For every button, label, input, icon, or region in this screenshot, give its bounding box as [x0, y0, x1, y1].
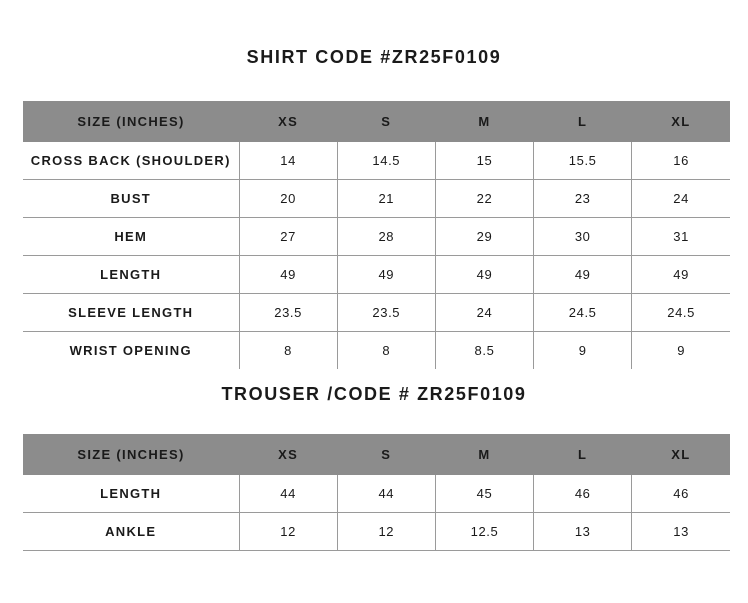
row-label: WRIST OPENING [69, 343, 192, 358]
table-cell: 49 [632, 256, 730, 294]
table-cell: 45 [435, 475, 533, 513]
row-label: CROSS BACK (SHOULDER) [23, 142, 239, 180]
table-cell: 49 [337, 256, 435, 294]
table-cell: 49 [435, 256, 533, 294]
column-header-xs: XS [239, 101, 337, 142]
table-cell: 12.5 [435, 513, 533, 551]
table-cell: 15.5 [534, 142, 632, 180]
shirt-size-chart-title: SHIRT CODE #ZR25F0109 [246, 47, 502, 67]
row-label: LENGTH [23, 256, 239, 294]
table-cell: 8.5 [435, 332, 533, 370]
shirt-size-table [23, 101, 730, 369]
table-cell: 44 [337, 475, 435, 513]
column-header-l: L [534, 101, 632, 142]
row-label: LENGTH [23, 475, 239, 513]
table-cell: 31 [632, 218, 730, 256]
trouser-size-chart-title: TROUSER /CODE # ZR25F0109 [221, 384, 527, 404]
table-cell: 14 [239, 142, 337, 180]
table-cell: 21 [337, 180, 435, 218]
table-cell: 23.5 [239, 294, 337, 332]
row-label: HEM [23, 218, 239, 256]
table-cell: 30 [534, 218, 632, 256]
table-cell: 13 [632, 513, 730, 551]
table-cell: 12 [337, 513, 435, 551]
table-cell: 13 [534, 513, 632, 551]
table-cell: 49 [534, 256, 632, 294]
table-cell: 9 [534, 332, 632, 370]
column-header-s: S [337, 434, 435, 475]
table-cell: 24.5 [632, 294, 730, 332]
table-cell: 46 [534, 475, 632, 513]
row-label: ANKLE [23, 513, 239, 551]
table-cell: 15 [435, 142, 533, 180]
table-cell: 16 [632, 142, 730, 180]
table-cell: 24 [435, 294, 533, 332]
table-cell: 12 [239, 513, 337, 551]
table-row [23, 180, 730, 218]
table-row [23, 256, 730, 294]
table-cell: 24.5 [534, 294, 632, 332]
table-row [23, 142, 730, 180]
table-row [23, 332, 730, 370]
column-header-l: L [534, 434, 632, 475]
table-row [23, 218, 730, 256]
table-cell: 23.5 [337, 294, 435, 332]
row-label: BUST [23, 180, 239, 218]
column-header-xs: XS [239, 434, 337, 475]
table-cell: 8 [337, 332, 435, 370]
table-cell: 14.5 [337, 142, 435, 180]
table-row [23, 475, 730, 513]
table-cell: 29 [435, 218, 533, 256]
row-label: SLEEVE LENGTH [23, 294, 239, 332]
table-cell: 46 [632, 475, 730, 513]
table-cell: 44 [239, 475, 337, 513]
table-cell: 23 [534, 180, 632, 218]
column-header-xl: XL [632, 434, 730, 475]
table-row [23, 513, 730, 551]
table-cell: 8 [239, 332, 337, 370]
trouser-size-table [23, 434, 730, 551]
table-cell: 20 [239, 180, 337, 218]
table-cell: 22 [435, 180, 533, 218]
column-header-s: S [337, 101, 435, 142]
column-header-size: SIZE (INCHES) [23, 434, 239, 475]
table-cell: 49 [239, 256, 337, 294]
column-header-m: M [435, 434, 533, 475]
table-cell: 24 [632, 180, 730, 218]
table-cell: 9 [632, 332, 730, 370]
column-header-size: SIZE (INCHES) [23, 101, 239, 142]
column-header-m: M [435, 101, 533, 142]
column-header-xl: XL [632, 101, 730, 142]
table-cell: 28 [337, 218, 435, 256]
table-cell: 27 [239, 218, 337, 256]
table-header-row [23, 434, 730, 475]
table-row [23, 294, 730, 332]
table-header-row [23, 101, 730, 142]
